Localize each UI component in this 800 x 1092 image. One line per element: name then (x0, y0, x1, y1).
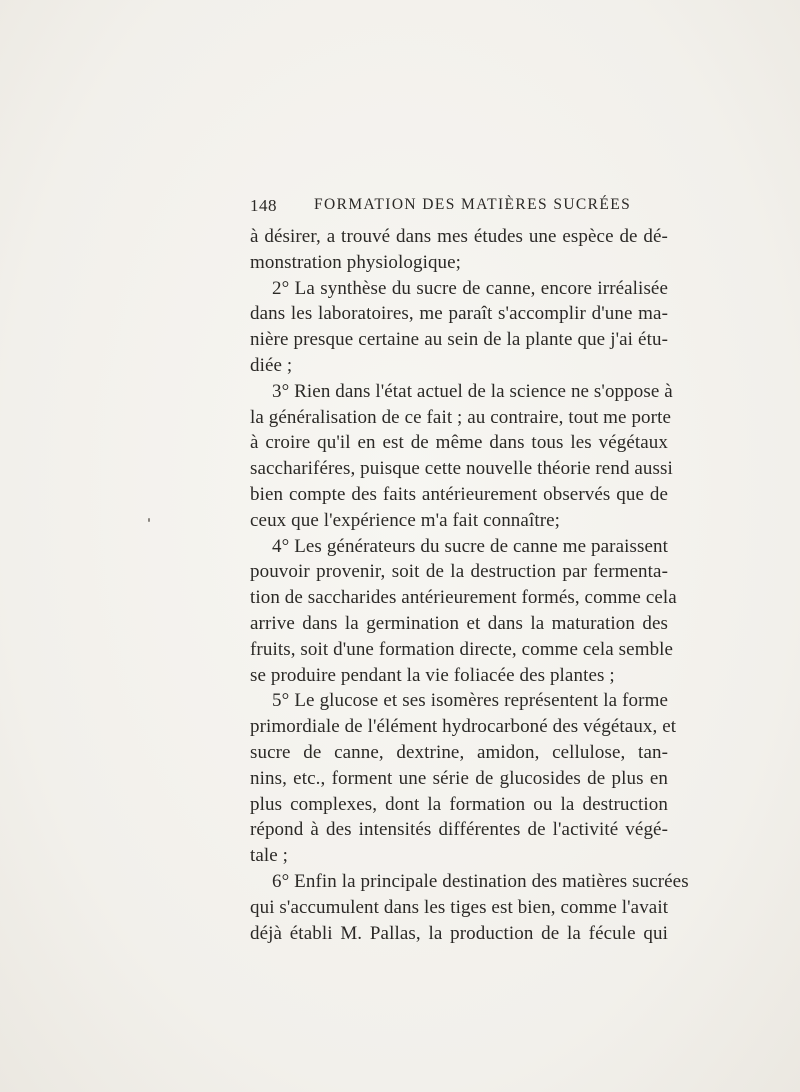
body-text (250, 224, 689, 946)
text-line: 3° Rien dans l'état actuel de la science ne s'oppose à (272, 380, 673, 402)
text-line: sacchariféres, puisque cette nouvelle théorie rend aussi (250, 458, 673, 480)
text-line: se produire pendant la vie foliacée des plantes ; (250, 664, 615, 686)
text-line: monstration physiologique; (250, 251, 462, 273)
text-line: arrive dans la germination et dans la maturation des (250, 612, 668, 634)
text-line: la généralisation de ce fait ; au contraire, tout me porte (250, 406, 671, 428)
text-line: 4° Les générateurs du sucre de canne me paraissent (272, 535, 668, 557)
text-line: à désirer, a trouvé dans mes études une espèce de dé- (250, 226, 668, 247)
text-line: plus complexes, dont la formation ou la destruction (250, 793, 668, 815)
text-line: primordiale de l'élément hydrocarboné des végétaux, et (250, 716, 677, 738)
text-line: fruits, soit d'une formation directe, comme cela semble (250, 638, 674, 660)
text-line: ceux que l'expérience m'a fait connaître; (250, 509, 561, 531)
stray-ink-mark (148, 518, 150, 522)
page-header (250, 196, 666, 220)
text-line: bien compte des faits antérieurement observés que de (250, 483, 668, 505)
text-line: déjà établi M. Pallas, la production de la fécule qui (250, 922, 668, 944)
text-line: tion de saccharides antérieurement formés, comme cela (250, 587, 677, 609)
text-line: sucre de canne, dextrine, amidon, cellulose, tan- (250, 741, 668, 763)
text-line: répond à des intensités différentes de l'activité végé- (250, 819, 668, 841)
text-line: qui s'accumulent dans les tiges est bien, comme l'avait (250, 896, 669, 918)
page-number: 148 (250, 196, 277, 215)
text-line: 5° Le glucose et ses isomères représentent la forme (272, 690, 668, 712)
text-line: nière presque certaine au sein de la plante que j'ai étu- (250, 329, 668, 351)
text-line: tale ; (250, 845, 289, 867)
text-line: 6° Enfin la principale destination des matières sucrées (272, 870, 689, 892)
text-line: 2° La synthèse du sucre de canne, encore irréalisée (272, 277, 668, 299)
text-line: nins, etc., forment une série de glucosides de plus en (250, 767, 668, 789)
text-line: à croire qu'il en est de même dans tous les végétaux (250, 432, 668, 454)
text-line: diée ; (250, 354, 293, 376)
running-title: FORMATION DES MATIÈRES SUCRÉES (314, 196, 632, 213)
text-line: dans les laboratoires, me paraît s'accomplir d'une ma- (250, 303, 668, 325)
text-line: pouvoir provenir, soit de la destruction par fermenta- (250, 561, 668, 583)
